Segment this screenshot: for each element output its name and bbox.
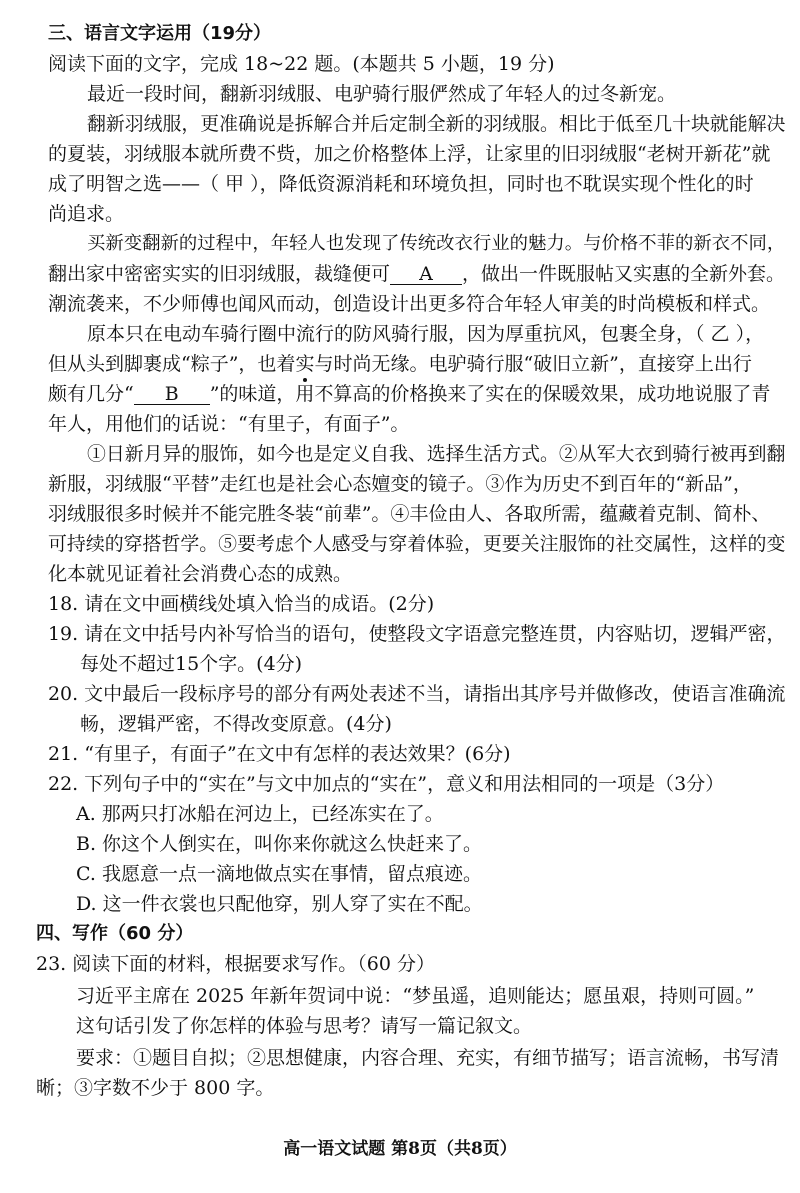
passage-paragraph-2-line-2: 的夏装，羽绒服本就所费不赀，加之价格整体上浮，让家里的旧羽绒服“老树开新花”就 <box>48 143 771 165</box>
passage-paragraph-3-line-2 <box>48 262 785 286</box>
passage-paragraph-5-line-3: 羽绒服很多时候并不能完胜冬装“前辈”。④丰俭由人、各取所需，蕴藏着克制、简朴、 <box>48 503 771 525</box>
question-22-option-b: B. 你这个人倒实在，叫你来你就这么快赶来了。 <box>76 833 483 855</box>
writing-material-line-1: 习近平主席在 2025 年新年贺词中说：“梦虽遥，追则能达；愿虽艰，持则可圆。” <box>76 985 755 1007</box>
question-22-option-d: D. 这一件衣裳也只配他穿，别人穿了实在不配。 <box>76 893 483 915</box>
section-3-instruction: 阅读下面的文字，完成 18~22 题。(本题共 5 小题，19 分) <box>48 53 555 75</box>
writing-requirements-line-1: 要求：①题目自拟；②思想健康，内容合理、充实，有细节描写；语言流畅，书写清 <box>76 1047 780 1069</box>
passage-paragraph-1: 最近一段时间，翻新羽绒服、电驴骑行服俨然成了年轻人的过冬新宠。 <box>87 83 677 105</box>
passage-paragraph-3-line-1: 买新变翻新的过程中，年轻人也发现了传统改衣行业的魅力。与价格不菲的新衣不同， <box>87 233 786 254</box>
section-4-heading: 四、写作（60 分） <box>36 923 194 944</box>
passage-paragraph-2-line-4: 尚追求。 <box>48 203 125 225</box>
passage-paragraph-4-line-4: 年人，用他们的话说：“有里子，有面子”。 <box>48 413 410 435</box>
passage-paragraph-2-line-3: 成了明智之选——（ 甲 ），降低资源消耗和环境负担，同时也不耽误实现个性化的时 <box>48 173 754 195</box>
passage-text: 与时尚无缘。电驴骑行服“破旧立新”，直接穿上出行 <box>314 353 752 375</box>
question-22-option-c: C. 我愿意一点一滴地做点实在事情，留点痕迹。 <box>76 863 482 885</box>
passage-text: 但从头到脚裹成“粽子”，也着 <box>48 353 296 375</box>
passage-text: 颇有几分“ <box>48 383 134 405</box>
question-21: 21. “有里子，有面子”在文中有怎样的表达效果？(6分) <box>48 743 511 765</box>
emphasized-text: 实 <box>295 353 315 375</box>
passage-text: ，做出一件既服帖又实惠的全新外套。 <box>462 263 786 285</box>
question-20-line-1: 20. 文中最后一段标序号的部分有两处表述不当，请指出其序号并做修改，使语言准确流 <box>48 683 786 705</box>
question-19-line-2: 每处不超过15个字。(4分) <box>80 653 303 675</box>
page-footer: 高一语文试题 第8页（共8页） <box>283 1139 517 1159</box>
passage-paragraph-5-line-4: 可持续的穿搭哲学。⑤要考虑个人感受与穿着体验，更要关注服饰的社交属性，这样的变 <box>48 533 786 555</box>
passage-paragraph-4-line-1: 原本只在电动车骑行圈中流行的防风骑行服，因为厚重抗风，包裹全身，（ 乙 ）， <box>87 323 765 345</box>
blank-a: A <box>390 264 462 285</box>
question-22-option-a: A. 那两只打冰船在河边上，已经冻实在了。 <box>76 803 444 825</box>
question-23: 23. 阅读下面的材料，根据要求写作。（60 分） <box>36 953 435 975</box>
question-20-line-2: 畅，逻辑严密，不得改变原意。(4分) <box>80 713 392 735</box>
blank-b: B <box>134 384 210 405</box>
passage-paragraph-5-line-1: ①日新月异的服饰，如今也是定义自我、选择生活方式。②从军大衣到骑行被再到翻 <box>87 443 786 465</box>
question-19-line-1: 19. 请在文中括号内补写恰当的语句，使整段文字语意完整连贯，内容贴切，逻辑严密， <box>48 623 786 645</box>
passage-paragraph-3-line-3: 潮流袭来，不少师傅也闻风而动，创造设计出更多符合年轻人审美的时尚模板和样式。 <box>48 293 771 315</box>
passage-text: ”的味道，用不算高的价格换来了实在的保暖效果，成功地说服了青 <box>209 383 771 405</box>
emphasized-character <box>295 352 314 376</box>
passage-paragraph-5-line-5: 化本就见证着社会消费心态的成熟。 <box>48 563 353 585</box>
question-18: 18. 请在文中画横线处填入恰当的成语。(2分) <box>48 593 435 615</box>
passage-text: 翻出家中密密实实的旧羽绒服，裁缝便可 <box>48 263 391 285</box>
passage-paragraph-2-line-1: 翻新羽绒服，更准确说是拆解合并后定制全新的羽绒服。相比于低至几十块就能解决 <box>87 113 786 135</box>
writing-requirements-line-2: 晰；③字数不少于 800 字。 <box>36 1077 275 1099</box>
writing-material-line-2: 这句话引发了你怎样的体验与思考？请写一篇记叙文。 <box>76 1015 533 1037</box>
passage-paragraph-4-line-2 <box>48 352 752 376</box>
section-3-heading: 三、语言文字运用（19分） <box>48 23 272 44</box>
question-22: 22. 下列句子中的“实在”与文中加点的“实在”，意义和用法相同的一项是（3分） <box>48 773 725 795</box>
passage-paragraph-5-line-2: 新服，羽绒服“平替”走红也是社会心态嬗变的镜子。③作为历史不到百年的“新品”， <box>48 473 752 495</box>
passage-paragraph-4-line-3 <box>48 382 770 406</box>
